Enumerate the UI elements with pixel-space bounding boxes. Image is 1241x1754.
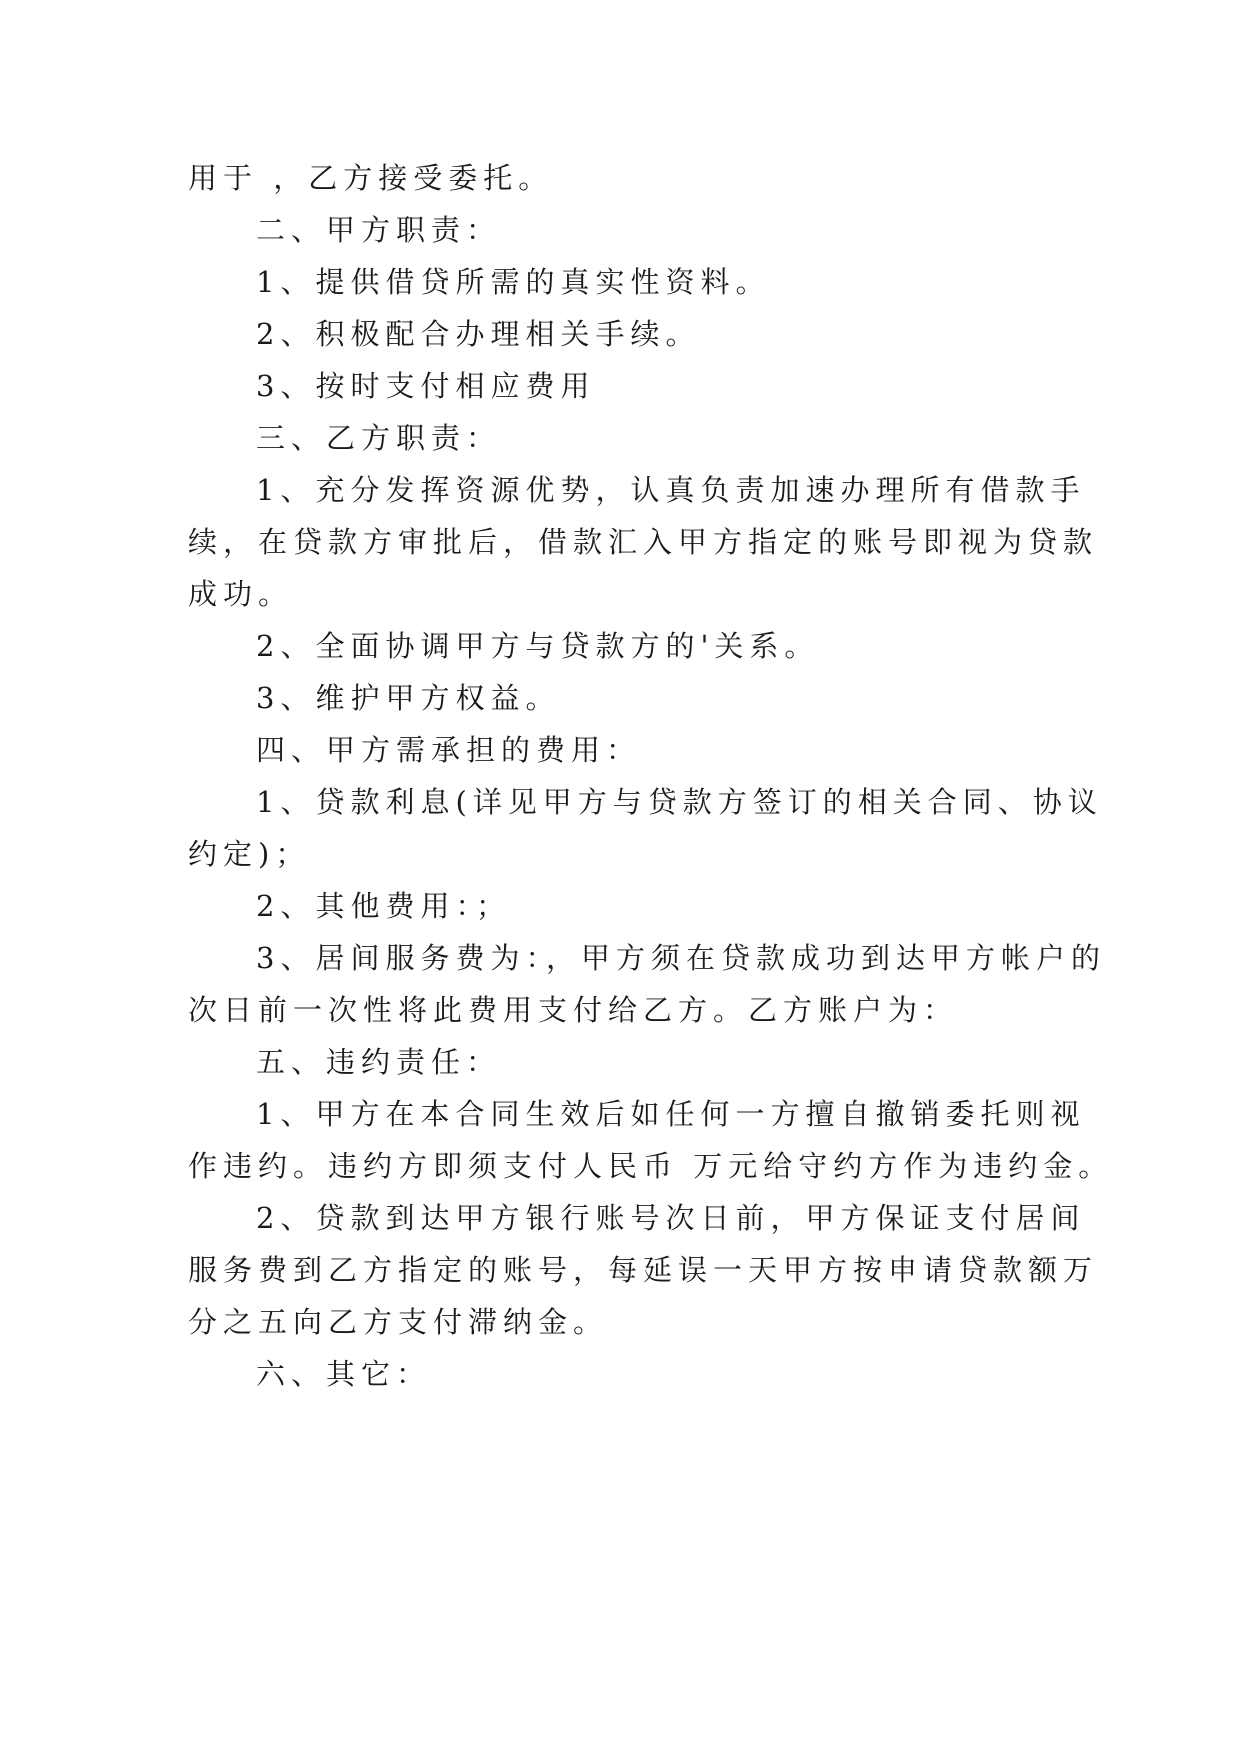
text-line: 成功。 xyxy=(188,577,294,611)
text-line: 2、积极配合办理相关手续。 xyxy=(256,317,701,351)
text-line: 续，在贷款方审批后，借款汇入甲方指定的账号即视为贷款 xyxy=(188,525,1099,559)
text-line: 1、提供借贷所需的真实性资料。 xyxy=(256,265,771,299)
section-heading: 五、违约责任： xyxy=(256,1045,502,1079)
text-line: 约定)； xyxy=(188,837,311,871)
text-line: 分之五向乙方支付滞纳金。 xyxy=(188,1305,609,1339)
text-line: 1、充分发挥资源优势，认真负责加速办理所有借款手 xyxy=(256,473,1086,507)
section-heading: 三、乙方职责： xyxy=(256,421,502,455)
text-line: 1、甲方在本合同生效后如任何一方擅自撤销委托则视 xyxy=(256,1097,1086,1131)
text-line: 用于 ，乙方接受委托。 xyxy=(188,161,554,195)
text-line: 2、其他费用：； xyxy=(256,889,511,923)
section-heading: 四、甲方需承担的费用： xyxy=(256,733,642,767)
section-heading: 二、甲方职责： xyxy=(256,213,502,247)
text-line: 服务费到乙方指定的账号，每延误一天甲方按申请贷款额万 xyxy=(188,1253,1099,1287)
text-line: 次日前一次性将此费用支付给乙方。乙方账户为： xyxy=(188,993,959,1027)
text-line: 1、贷款利息(详见甲方与贷款方签订的相关合同、协议 xyxy=(256,785,1103,819)
text-line: 作违约。违约方即须支付人民币 万元给守约方作为违约金。 xyxy=(188,1149,1114,1183)
text-line: 3、维护甲方权益。 xyxy=(256,681,561,715)
text-line: 2、全面协调甲方与贷款方的'关系。 xyxy=(256,629,820,663)
text-line: 3、按时支付相应费用 xyxy=(256,369,596,403)
text-line: 2、贷款到达甲方银行账号次日前，甲方保证支付居间 xyxy=(256,1201,1086,1235)
text-line: 3、居间服务费为：，甲方须在贷款成功到达甲方帐户的 xyxy=(256,941,1106,975)
section-heading: 六、其它： xyxy=(256,1357,432,1391)
